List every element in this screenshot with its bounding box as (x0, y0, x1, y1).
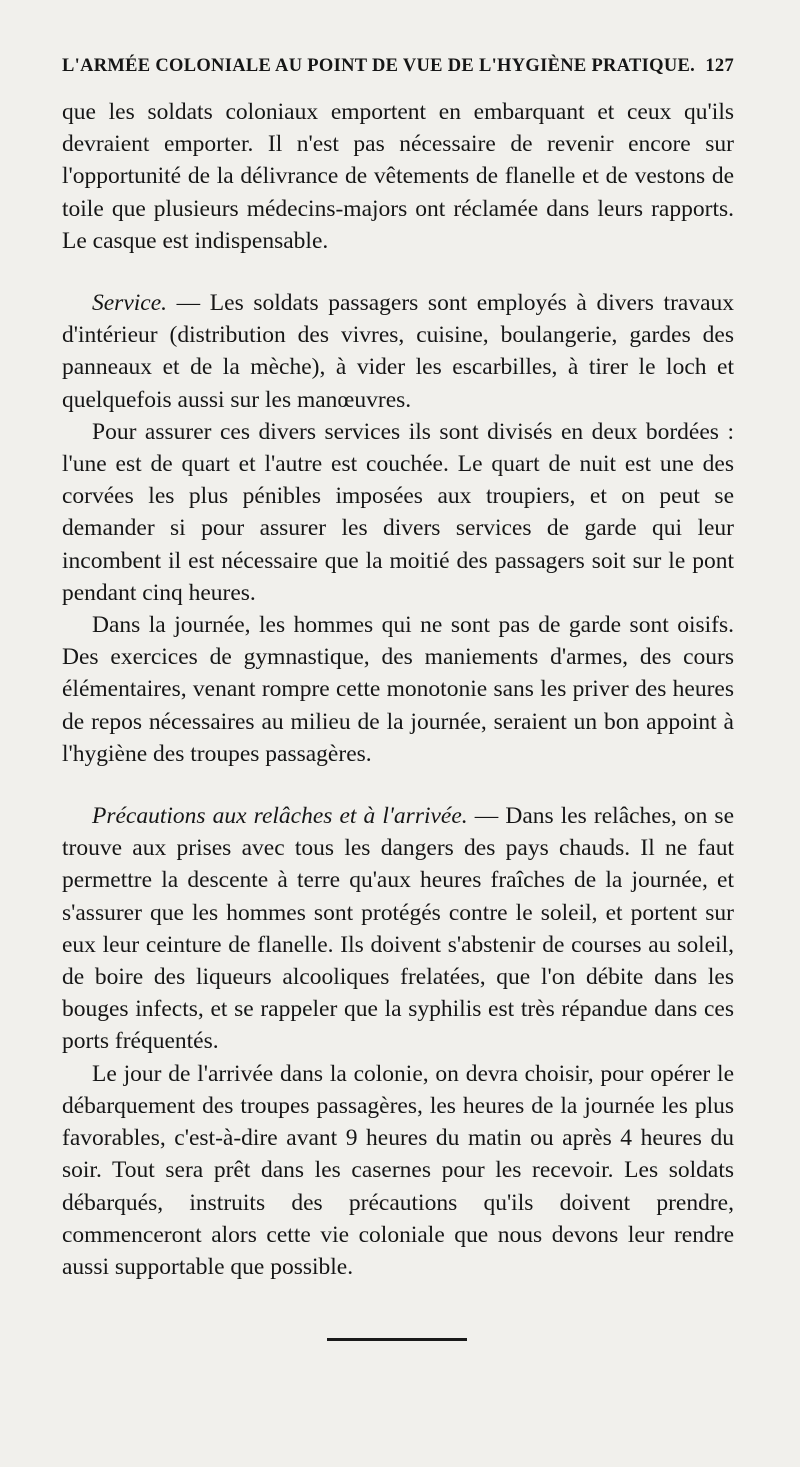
running-title: L'ARMÉE COLONIALE AU POINT DE VUE DE L'HYGIÈNE PRATIQUE. (62, 56, 696, 76)
paragraph-service (62, 287, 734, 416)
body-text (62, 96, 734, 1283)
paragraph-text: que les soldats coloniaux emportent en embarquant et ceux qu'ils devraient emporter. Il n'est pas nécessaire de revenir encore sur l'opportunité de la délivrance de vêtements de flanelle et de vestons de toile que plusieurs médecins-majors ont réclamée dans leurs rapports. Le casque est indispensable. (62, 99, 734, 254)
section-heading-precautions: Précautions aux relâches et à l'arrivée. (92, 803, 468, 830)
paragraph-continuation (62, 96, 734, 257)
paragraph-text: — Dans les relâches, on se trouve aux prises avec tous les dangers des pays chauds. Il ne faut permettre la descente à terre qu'aux heures fraîches de la journée, et s'assurer que les hommes sont protégés contre le soleil, et portent sur eux leur ceinture de flanelle. Ils doivent s'abstenir de courses au soleil, de boire des liqueurs alcooliques frelatées, que l'on débite dans les bouges infects, et se rappeler que la syphilis est très répandue dans ces ports fréquentés. (62, 803, 735, 1055)
paragraph-text: Le jour de l'arrivée dans la colonie, on devra choisir, pour opérer le débarquement des troupes passagères, les heures de la journée les plus favorables, c'est-à-dire avant 9 heures du matin ou après 4 heures du soir. Tout sera prêt dans les casernes pour les recevoir. Les soldats débarqués, instruits des précautions qu'ils doivent prendre, commenceront alors cette vie coloniale que nous devons leur rendre aussi supportable que possible. (62, 1060, 734, 1280)
paragraph-text: Pour assurer ces divers services ils sont divisés en deux bordées : l'une est de quart et l'autre est couchée. Le quart de nuit est une des corvées les plus pénibles imposées aux troupiers, et on peut se demander si pour assurer les divers services de garde qui leur incombent il est nécessaire que la moitié des passagers soit sur le pont pendant cinq heures. (62, 418, 734, 606)
paragraph-text: — Les soldats passagers sont employés à divers travaux d'intérieur (distribution des vivres, cuisine, boulangerie, gardes des panneaux et de la mèche), à vider les escarbilles, à tirer le loch et quelquefois aussi sur les manœuvres. (62, 290, 734, 413)
running-header (62, 56, 734, 77)
paragraph-journee (62, 609, 734, 770)
paragraph-arrivee (62, 1058, 734, 1283)
paragraph-bordees (62, 416, 734, 609)
paragraph-precautions (62, 800, 734, 1058)
page-number: 127 (705, 56, 734, 76)
paragraph-text: Dans la journée, les hommes qui ne sont pas de garde sont oisifs. Des exercices de gymnastique, des maniements d'armes, des cours élémentaires, venant rompre cette monotonie sans les priver des heures de repos nécessaires au milieu de la journée, seraient un bon appoint à l'hygiène des troupes passagères. (62, 612, 734, 767)
section-heading-service: Service. (92, 290, 168, 317)
end-of-section-rule (327, 1338, 467, 1341)
